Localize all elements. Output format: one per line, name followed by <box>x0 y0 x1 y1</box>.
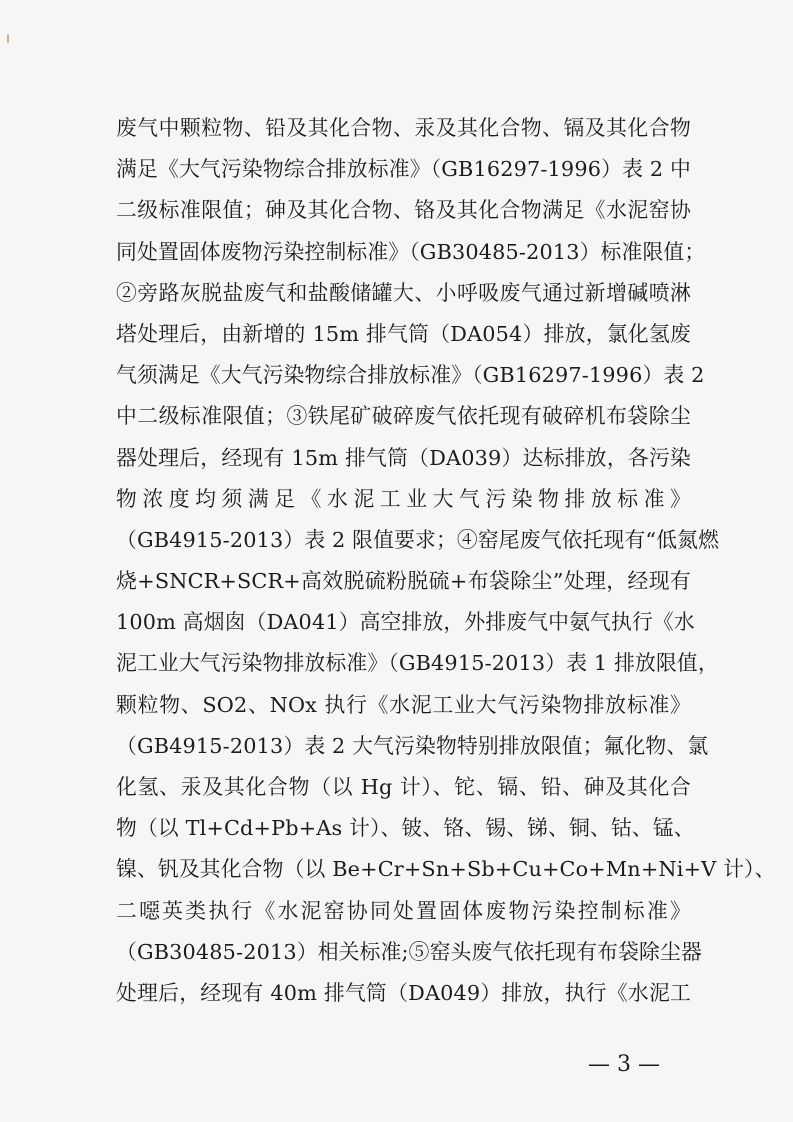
text-line-6: 塔处理后，由新增的 15m 排气筒（DA054）排放，氯化氢废 <box>116 321 691 346</box>
text-line-3: 二级标准限值；砷及其化合物、铬及其化合物满足《水泥窑协 <box>116 198 691 223</box>
text-line-4: 同处置固体废物污染控制标准》（GB30485-2013）标准限值； <box>116 239 706 264</box>
text-line-9: 器处理后，经现有 15m 排气筒（DA039）达标排放，各污染 <box>116 445 691 470</box>
text-line-1: 废气中颗粒物、铅及其化合物、汞及其化合物、镉及其化合物 <box>116 116 691 140</box>
text-line-10: 物浓度均须满足《水泥工业大气污染物排放标准》 <box>116 486 691 511</box>
text-line-21: （GB30485-2013）相关标准;⑤窑头废气依托现有布袋除尘器 <box>116 939 702 964</box>
text-line-22: 处理后，经现有 40m 排气筒（DA049）排放，执行《水泥工 <box>116 980 691 1005</box>
text-line-15: 颗粒物、SO2、NOx 执行《水泥工业大气污染物排放标准》 <box>116 692 691 717</box>
text-line-11: （GB4915-2013）表 2 限值要求；④窑尾废气依托现有“低氮燃 <box>116 527 720 552</box>
text-line-18: 物（以 Tl+Cd+Pb+As 计）、铍、铬、锡、锑、铜、钴、锰、 <box>116 816 695 841</box>
text-line-14: 泥工业大气污染物排放标准》（GB4915-2013）表 1 排放限值， <box>116 651 719 676</box>
text-line-17: 化氢、汞及其化合物（以 Hg 计）、铊、镉、铅、砷及其化合 <box>116 775 691 799</box>
text-line-19: 镍、钒及其化合物（以 Be+Cr+Sn+Sb+Cu+Co+Mn+Ni+V 计）、 <box>116 857 776 882</box>
text-line-5: ②旁路灰脱盐废气和盐酸储罐大、小呼吸废气通过新增碱喷淋 <box>116 280 691 305</box>
text-line-20: 二噁英类执行《水泥窑协同处置固体废物污染控制标准》 <box>116 898 691 923</box>
body-text <box>116 108 776 1014</box>
text-line-8: 中二级标准限值；③铁尾矿破碎废气依托现有破碎机布袋除尘 <box>116 404 691 429</box>
text-line-2: 满足《大气污染物综合排放标准》（GB16297-1996）表 2 中 <box>116 157 691 182</box>
text-line-12: 烧+SNCR+SCR+高效脱硫粉脱硫+布袋除尘”处理，经现有 <box>116 569 691 594</box>
text-line-13: 100m 高烟囱（DA041）高空排放，外排废气中氨气执行《水 <box>116 610 695 635</box>
page-number: — 3 — <box>588 1052 660 1077</box>
text-line-16: （GB4915-2013）表 2 大气污染物特别排放限值；氟化物、氯 <box>116 733 709 758</box>
scan-mark <box>7 34 9 43</box>
text-line-7: 气须满足《大气污染物综合排放标准》（GB16297-1996）表 2 <box>116 363 705 388</box>
